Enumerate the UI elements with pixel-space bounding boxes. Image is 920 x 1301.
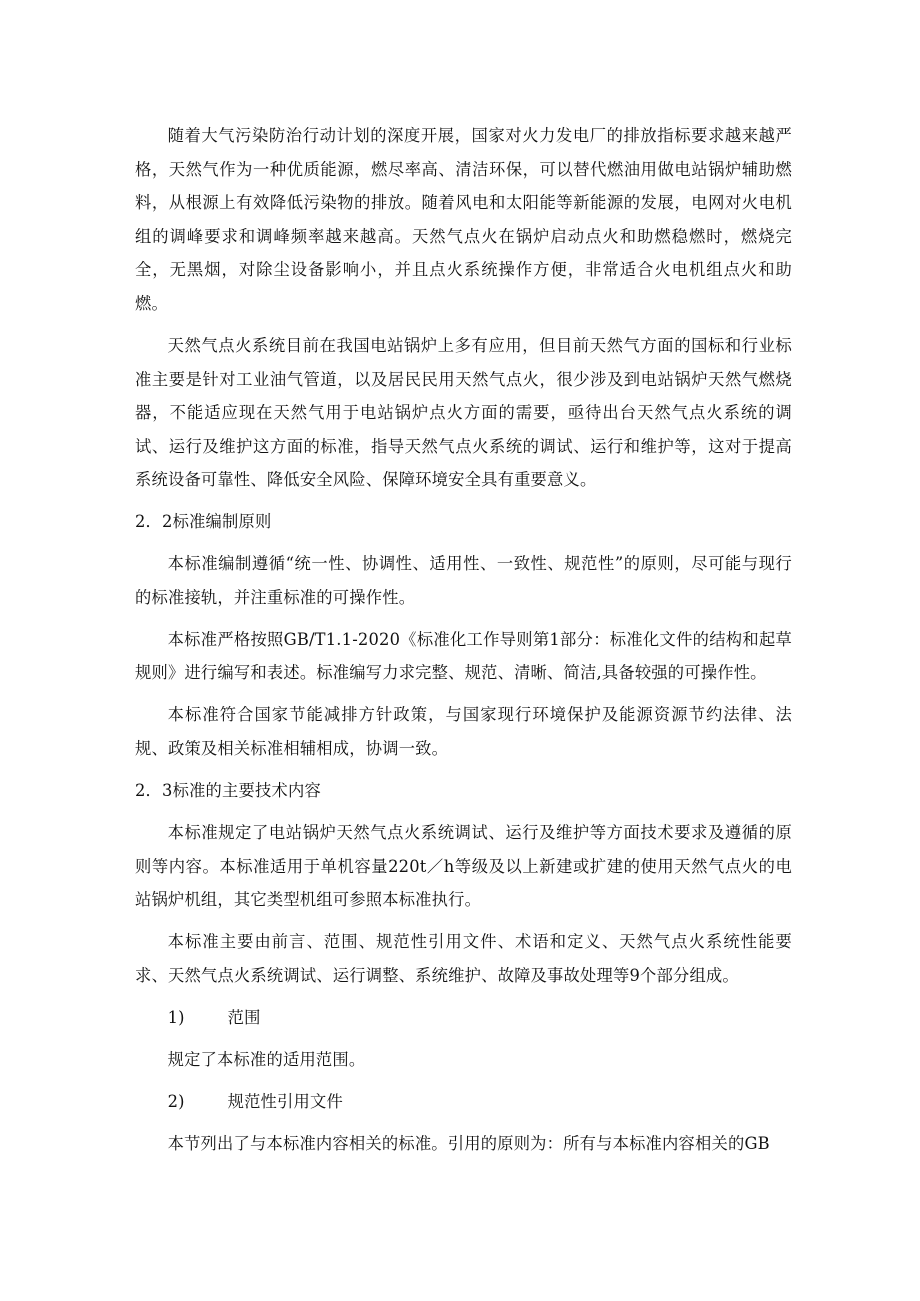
list-item-normative-references <box>135 1085 792 1119</box>
list-label: 规范性引用文件 <box>227 1091 343 1111</box>
paragraph-principle: 本标准编制遵循“统一性、协调性、适用性、一致性、规范性”的原则，尽可能与现行的标准接轨，并注重标准的可操作性。 <box>135 554 792 607</box>
paragraph-necessity: 天然气点火系统目前在我国电站锅炉上多有应用，但目前天然气方面的国标和行业标准主要是针对工业油气管道，以及居民民用天然气点火，很少涉及到电站锅炉天然气燃烧器，不能适应现在天然气用于电站锅炉点火方面的需要，亟待出台天然气点火系统的调试、运行及维护这方面的标准，指导天然气点火系统的调试、运行和维护等，这对于提高系统设备可靠性、降低安全风险、保障环境安全具有重要意义。 <box>135 335 792 490</box>
paragraph-background: 随着大气污染防治行动计划的深度开展，国家对火力发电厂的排放指标要求越来越严格，天然气作为一种优质能源，燃尽率高、清洁环保，可以替代燃油用做电站锅炉辅助燃料，从根源上有效降低污染物的排放。随着风电和太阳能等新能源的发展，电网对火电机组的调峰要求和调峰频率越来越高。天然气点火在锅炉启动点火和助燃稳燃时，燃烧完全，无黑烟，对除尘设备影响小，并且点火系统操作方便，非常适合火电机组点火和助燃。 <box>135 126 792 313</box>
list-number: 1) <box>167 1007 185 1027</box>
list-number: 2) <box>167 1091 185 1111</box>
paragraph-policy: 本标准符合国家节能减排方针政策，与国家现行环境保护及能源资源节约法律、法规、政策及相关标准相辅相成，协调一致。 <box>135 705 792 759</box>
paragraph-scope-summary: 本标准规定了电站锅炉天然气点火系统调试、运行及维护等方面技术要求及遵循的原则等内容。本标准适用于单机容量220t／h等级及以上新建或扩建的使用天然气点火的电站锅炉机组，其它类型机组可参照本标准执行。 <box>135 823 792 910</box>
section-heading-2-3: 2．3标准的主要技术内容 <box>135 781 321 801</box>
list-label: 范围 <box>227 1007 261 1027</box>
list-item-scope <box>135 1001 792 1035</box>
paragraph-structure: 本标准主要由前言、范围、规范性引用文件、术语和定义、天然气点火系统性能要求、天然气点火系统调试、运行调整、系统维护、故障及事故处理等9个部分组成。 <box>135 932 792 985</box>
paragraph-scope-detail: 规定了本标准的适用范围。 <box>167 1049 366 1069</box>
section-heading-2-2: 2．2标准编制原则 <box>135 512 272 532</box>
document-body <box>135 119 792 1169</box>
paragraph-references-detail: 本节列出了与本标准内容相关的标准。引用的原则为：所有与本标准内容相关的GB <box>167 1133 770 1153</box>
paragraph-gb-compliance: 本标准严格按照GB/T1.1-2020《标准化工作导则第1部分：标准化文件的结构和起草规则》进行编写和表述。标准编写力求完整、规范、清晰、简洁,具备较强的可操作性。 <box>135 629 792 683</box>
